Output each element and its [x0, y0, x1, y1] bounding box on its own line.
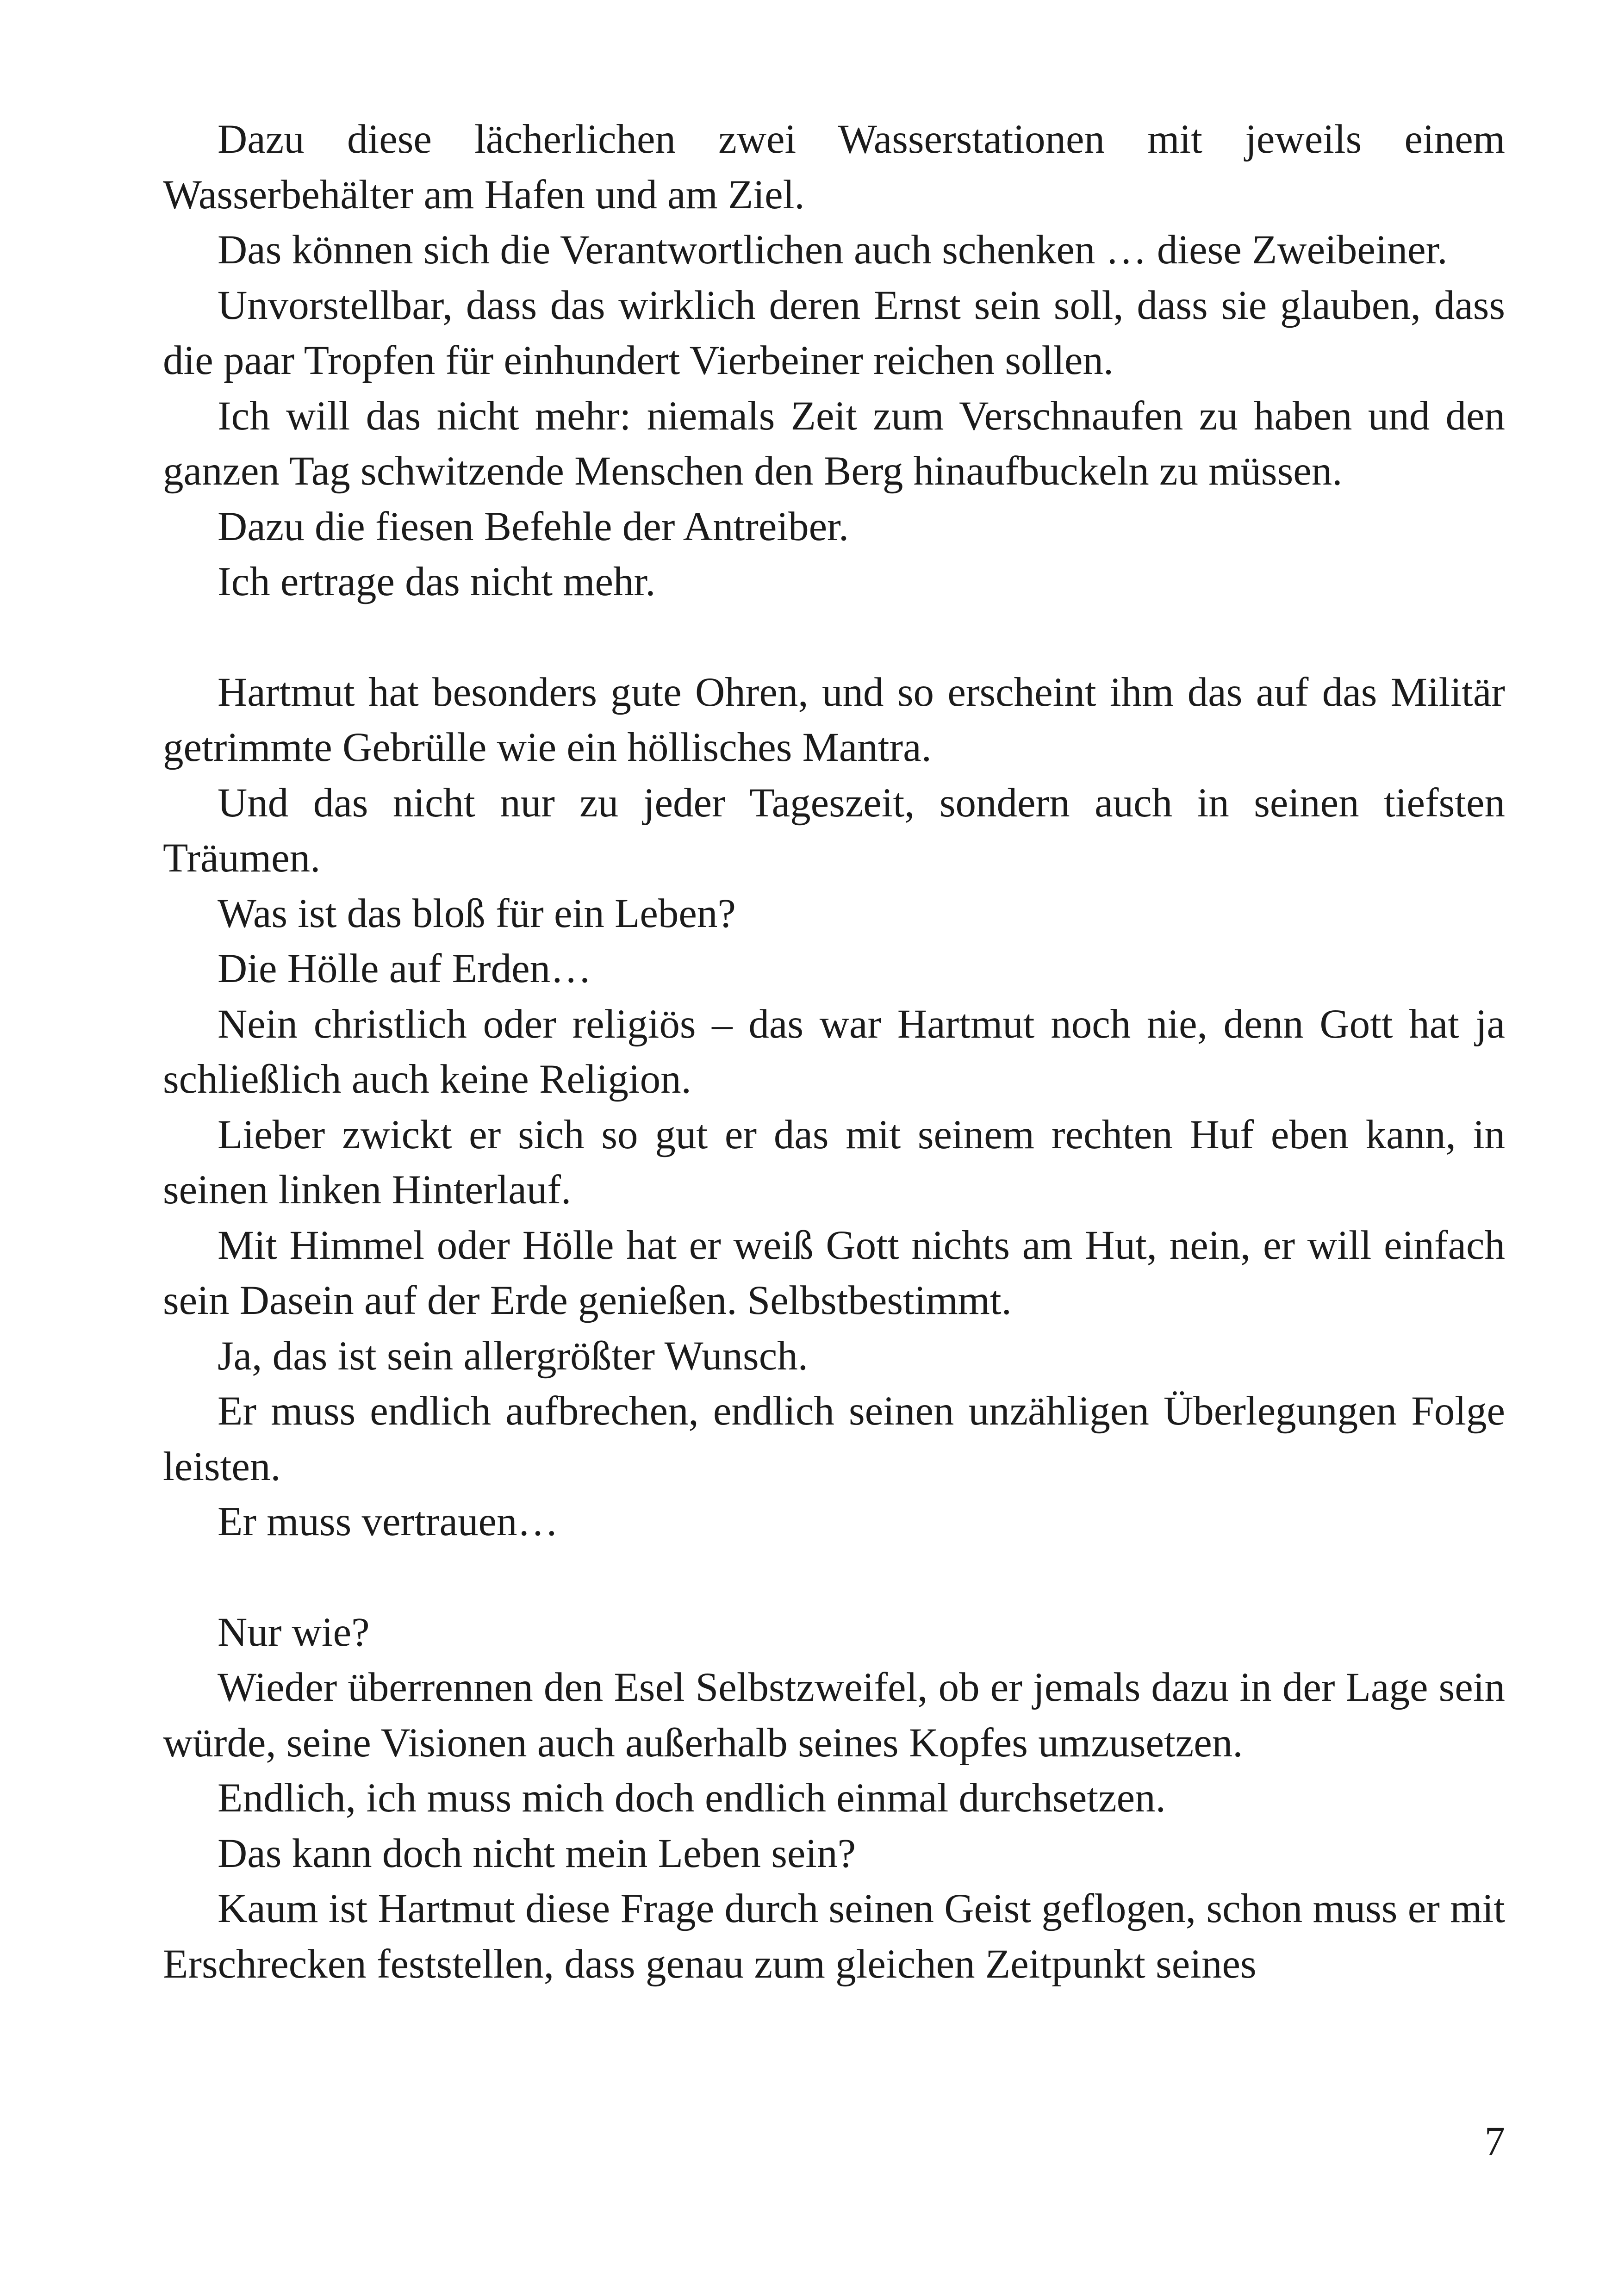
paragraph: Endlich, ich muss mich doch endlich einmal durchsetzen.: [218, 1775, 1166, 1821]
paragraph: Dazu die fiesen Befehle der Antreiber.: [218, 504, 849, 549]
paragraph: Er muss endlich aufbrechen, endlich seinen unzähligen Überlegungen Folge leisten.: [163, 1388, 1505, 1489]
section-break: [163, 1550, 1505, 1605]
paragraph: Mit Himmel oder Hölle hat er weiß Gott nichts am Hut, nein, er will einfach sein Dasein auf der Erde genießen. Selbstbestimmt.: [163, 1222, 1505, 1323]
paragraph: Das können sich die Verantwortlichen auch schenken … diese Zweibeiner.: [218, 227, 1448, 273]
paragraph: Die Hölle auf Erden…: [218, 946, 592, 991]
paragraph: Ja, das ist sein allergrößter Wunsch.: [218, 1333, 808, 1379]
paragraph: Nein christlich oder religiös – das war Hartmut noch nie, denn Gott hat ja schließlich auch keine Religion.: [163, 1001, 1505, 1102]
paragraph: Ich ertrage das nicht mehr.: [218, 559, 656, 604]
paragraph: Ich will das nicht mehr: niemals Zeit zum Verschnaufen zu haben und den ganzen Tag schwitzende Menschen den Berg hinaufbuckeln zu müssen.: [163, 393, 1505, 494]
page-number: 7: [1484, 2119, 1505, 2164]
body-text: [163, 112, 1505, 1992]
paragraph: Unvorstellbar, dass das wirklich deren Ernst sein soll, dass sie glauben, dass die paar Tropfen für einhundert Vierbeiner reichen sollen.: [163, 282, 1505, 383]
paragraph: Kaum ist Hartmut diese Frage durch seinen Geist geflogen, schon muss er mit Erschrecken feststellen, dass genau zum gleichen Zeitpunkt seines: [163, 1886, 1505, 1987]
paragraph: Lieber zwickt er sich so gut er das mit seinem rechten Huf eben kann, in seinen linken Hinterlauf.: [163, 1112, 1505, 1213]
section-break: [163, 610, 1505, 665]
paragraph: Das kann doch nicht mein Leben sein?: [218, 1830, 856, 1876]
paragraph: Und das nicht nur zu jeder Tageszeit, sondern auch in seinen tiefsten Träumen.: [163, 780, 1505, 881]
paragraph: Dazu diese lächerlichen zwei Wasserstationen mit jeweils einem Wasserbehälter am Hafen und am Ziel.: [163, 117, 1505, 218]
paragraph: Hartmut hat besonders gute Ohren, und so erscheint ihm das auf das Militär getrimmte Gebrülle wie ein höllisches Mantra.: [163, 669, 1505, 770]
paragraph: Nur wie?: [218, 1609, 370, 1655]
paragraph: Er muss vertrauen…: [218, 1499, 559, 1544]
paragraph: Wieder überrennen den Esel Selbstzweifel, ob er jemals dazu in der Lage sein würde, seine Visionen auch außerhalb seines Kopfes umzusetzen.: [163, 1665, 1505, 1766]
paragraph: Was ist das bloß für ein Leben?: [218, 890, 736, 936]
